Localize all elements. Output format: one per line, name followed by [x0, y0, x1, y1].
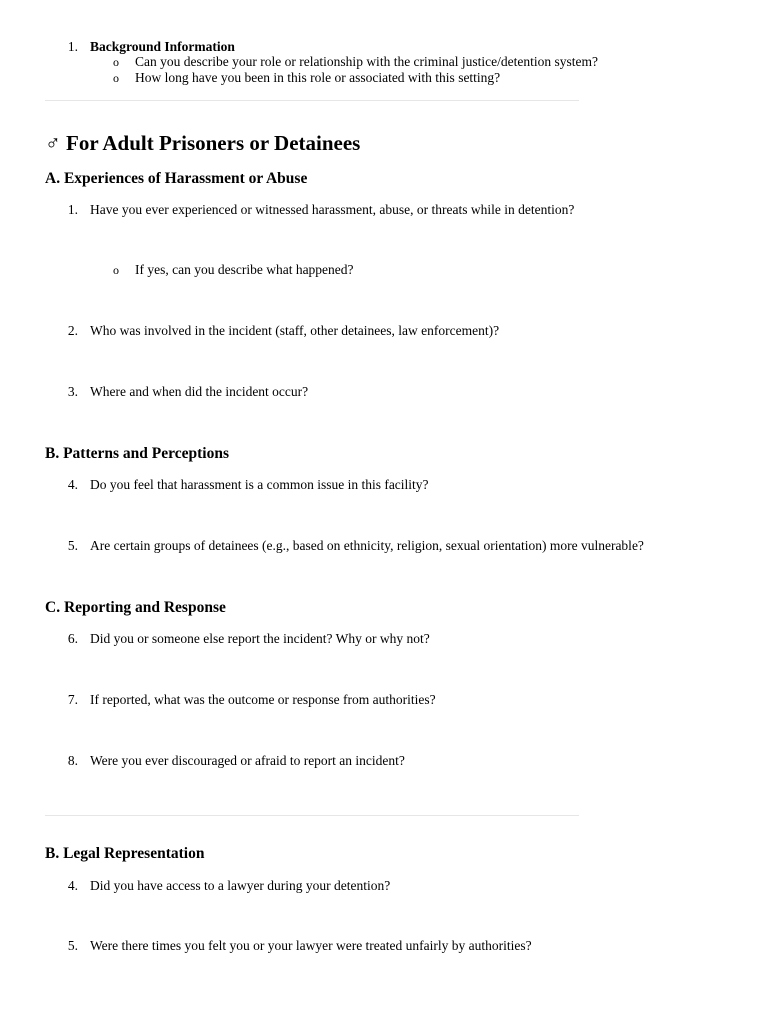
list-item: Who was involved in the incident (staff, other detainees, law enforcement)?: [90, 323, 500, 338]
bullet-icon: o: [113, 55, 119, 69]
heading-reporting: C. Reporting and Response: [45, 599, 226, 616]
list-number: 3.: [67, 384, 78, 399]
list-item: If yes, can you describe what happened?: [135, 262, 354, 277]
heading-harassment: A. Experiences of Harassment or Abuse: [45, 170, 308, 187]
list-number: 4.: [67, 477, 78, 492]
divider: [45, 100, 579, 101]
list-item: How long have you been in this role or associated with this setting?: [135, 70, 501, 85]
list-item: Do you feel that harassment is a common issue in this facility?: [90, 477, 429, 492]
bullet-icon: o: [113, 71, 119, 85]
list-number: 5.: [67, 938, 78, 953]
list-number: 2.: [67, 323, 78, 338]
list-number: 1.: [67, 39, 78, 54]
list-item: Were there times you felt you or your lawyer were treated unfairly by authorities?: [90, 938, 532, 953]
male-sign-icon: ♂: [45, 131, 61, 155]
list-number: 1.: [67, 202, 78, 217]
heading-patterns: B. Patterns and Perceptions: [45, 445, 229, 462]
list-item: Did you have access to a lawyer during your detention?: [90, 878, 391, 893]
list-number: 8.: [67, 753, 78, 768]
list-number: 4.: [67, 878, 78, 893]
list-item: Did you or someone else report the incident? Why or why not?: [90, 631, 430, 646]
list-number: 7.: [67, 692, 78, 707]
background-title: Background Information: [90, 39, 235, 54]
list-item: Have you ever experienced or witnessed harassment, abuse, or threats while in detention?: [90, 202, 575, 217]
list-item: Where and when did the incident occur?: [90, 384, 309, 399]
heading-legal-representation: B. Legal Representation: [45, 845, 205, 862]
section-title: [45, 131, 360, 156]
divider: [45, 815, 579, 816]
section-title-text: For Adult Prisoners or Detainees: [66, 131, 361, 155]
list-item: Were you ever discouraged or afraid to report an incident?: [90, 753, 405, 768]
list-number: 5.: [67, 538, 78, 553]
bullet-icon: o: [113, 263, 119, 277]
list-number: 6.: [67, 631, 78, 646]
list-item: If reported, what was the outcome or response from authorities?: [90, 692, 436, 707]
list-item: Can you describe your role or relationship with the criminal justice/detention system?: [135, 54, 599, 69]
list-item: Are certain groups of detainees (e.g., based on ethnicity, religion, sexual orientation) more vulnerable?: [90, 538, 644, 553]
